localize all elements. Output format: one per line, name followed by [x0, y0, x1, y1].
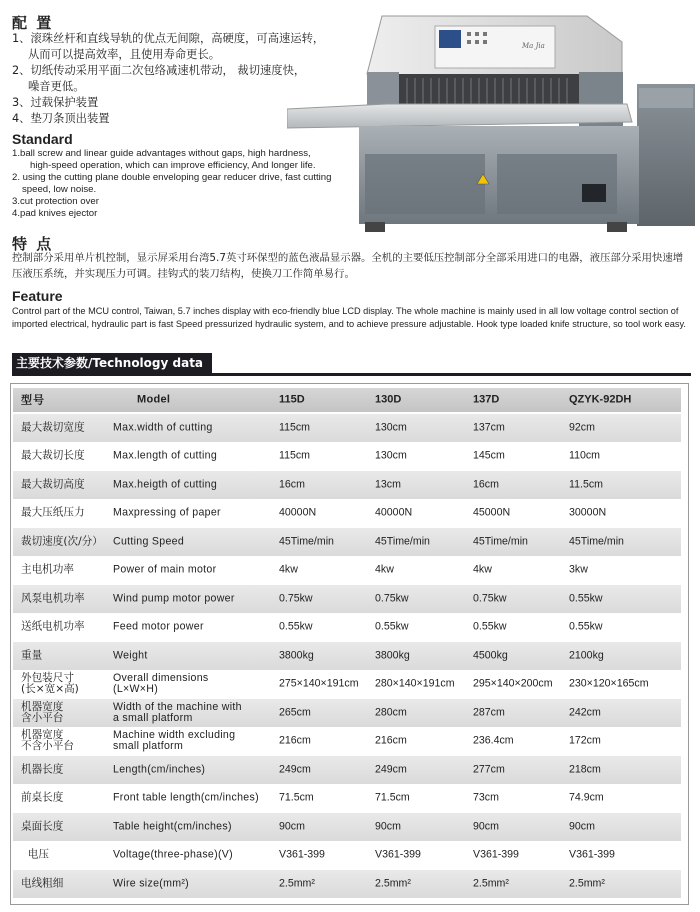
value-115d: 275×140×191cm [279, 677, 359, 690]
row-label-en: Max.heigth of cutting [113, 478, 218, 491]
value-137d: 73cm [473, 791, 499, 804]
value-115d: 2.5mm² [279, 877, 315, 890]
value-137d: V361-399 [473, 848, 519, 861]
value-137d: 295×140×200cm [473, 677, 553, 690]
value-qzyk-92dh: 110cm [569, 449, 601, 462]
value-130d: 40000N [375, 506, 413, 519]
value-qzyk-92dh: 45Time/min [569, 535, 624, 548]
value-115d: 4kw [279, 563, 298, 576]
machine-panel-text: Ma Jia [522, 42, 545, 50]
row-label-zh: 机器长度 [21, 763, 64, 776]
table-header-row [13, 388, 681, 412]
row-label-en: Cutting Speed [113, 535, 185, 548]
value-115d: 40000N [279, 506, 317, 519]
row-label-zh: 最大裁切高度 [21, 478, 85, 491]
value-137d: 277cm [473, 763, 505, 776]
value-130d: 280cm [375, 706, 407, 719]
value-qzyk-92dh: 11.5cm [569, 478, 603, 491]
table-row [13, 671, 681, 699]
value-qzyk-92dh: 2100kg [569, 649, 604, 662]
value-qzyk-92dh: 218cm [569, 763, 601, 776]
value-137d: 2.5mm² [473, 877, 509, 890]
row-label-en: Weight [113, 649, 148, 662]
value-qzyk-92dh: 92cm [569, 421, 595, 434]
value-137d: 16cm [473, 478, 499, 491]
header-cell-115d: 115D [279, 393, 305, 406]
value-115d: 71.5cm [279, 791, 314, 804]
table-row [13, 528, 681, 556]
value-137d: 145cm [473, 449, 505, 462]
config-item-zh: 噪音更低。 [28, 80, 85, 93]
value-qzyk-92dh: V361-399 [569, 848, 615, 861]
header-cell-model-en: Model [137, 393, 171, 406]
row-label-zh: 前桌长度 [21, 791, 64, 804]
value-137d: 0.75kw [473, 592, 507, 605]
value-130d: 13cm [375, 478, 401, 491]
config-item-zh: 2、切纸传动采用平面二次包络减速机带动， 裁切速度快， [12, 64, 306, 77]
row-label-zh: 重量 [21, 649, 43, 662]
standard-item-en: 2. using the cutting plane double enveloping gear reducer drive, fast cutting [12, 172, 332, 183]
row-label-en: Max.width of cutting [113, 421, 213, 434]
value-137d: 4500kg [473, 649, 508, 662]
row-label-en: Table height(cm/inches) [113, 820, 232, 833]
value-130d: 2.5mm² [375, 877, 411, 890]
table-row [13, 500, 681, 528]
technology-data-table [10, 383, 689, 905]
value-115d: 3800kg [279, 649, 314, 662]
feature-text-en: Control part of the MCU control, Taiwan, 5.7 inches display with eco-friendly blue LCD display. The whole machine is mainly used in all low voltage control section of imported electrical, hydraulic part is fast Speed pressurized hydraulic system, and to achieve pressure adjustable. Hook type loaded knife structure, so tool work easy. [12, 306, 686, 329]
value-qzyk-92dh: 230×120×165cm [569, 677, 649, 690]
technology-data-banner: 主要技术参数/Technology data [12, 353, 212, 373]
header-cell-qzyk-92dh: QZYK-92DH [569, 393, 632, 406]
standard-item-en: 4.pad knives ejector [12, 208, 98, 219]
row-label-zh: 外包装尺寸 (长×宽×高) [21, 672, 79, 696]
table-row [13, 414, 681, 442]
row-label-zh: 电压 [21, 848, 49, 861]
row-label-zh: 裁切速度(次/分） [21, 535, 103, 548]
value-130d: 4kw [375, 563, 394, 576]
row-label-en: Machine width excluding small platform [113, 729, 236, 753]
value-137d: 45000N [473, 506, 511, 519]
row-label-en: Length(cm/inches) [113, 763, 206, 776]
value-137d: 287cm [473, 706, 505, 719]
value-115d: 265cm [279, 706, 311, 719]
feature-text-zh: 控制部分采用单片机控制，显示屏采用台湾5.7英寸环保型的蓝色液晶显示器。全机的主要低压控制部分全部采用进口的电器，液压部分采用快速增压液压系统，并实现压力可调。挂钩式的装刀结构，使换刀工作简单易行。 [12, 252, 684, 280]
config-item-zh: 从而可以提高效率，且使用寿命更长。 [28, 48, 221, 61]
table-row [13, 870, 681, 898]
value-qzyk-92dh: 3kw [569, 563, 588, 576]
row-label-zh: 电线粗细 [21, 877, 64, 890]
standard-item-en: high-speed operation, which can improve efficiency, And longer life. [30, 160, 316, 171]
header-cell-130d: 130D [375, 393, 402, 406]
paper-cutter-machine-image [287, 14, 697, 236]
table-row [13, 756, 681, 784]
value-137d: 236.4cm [473, 734, 514, 747]
table-row [13, 557, 681, 585]
value-115d: 216cm [279, 734, 311, 747]
value-qzyk-92dh: 0.55kw [569, 592, 603, 605]
row-label-en: Max.length of cutting [113, 449, 218, 462]
table-row [13, 728, 681, 756]
value-130d: V361-399 [375, 848, 421, 861]
value-130d: 130cm [375, 421, 407, 434]
value-115d: 115cm [279, 421, 311, 434]
row-label-zh: 桌面长度 [21, 820, 64, 833]
row-label-zh: 机器宽度 不含小平台 [21, 729, 74, 753]
value-130d: 280×140×191cm [375, 677, 455, 690]
value-115d: 16cm [279, 478, 305, 491]
table-row [13, 642, 681, 670]
value-130d: 3800kg [375, 649, 410, 662]
value-115d: 45Time/min [279, 535, 334, 548]
value-qzyk-92dh: 74.9cm [569, 791, 604, 804]
standard-item-en: speed, low noise. [22, 184, 97, 195]
row-label-zh: 最大裁切长度 [21, 449, 85, 462]
config-title-zh: 配 置 [12, 14, 54, 32]
table-row [13, 699, 681, 727]
feature-title-en: Feature [12, 288, 63, 304]
value-qzyk-92dh: 90cm [569, 820, 595, 833]
value-115d: 115cm [279, 449, 311, 462]
config-item-zh: 4、垫刀条顶出装置 [12, 112, 110, 125]
value-130d: 45Time/min [375, 535, 430, 548]
value-qzyk-92dh: 0.55kw [569, 620, 603, 633]
standard-item-en: 3.cut protection over [12, 196, 99, 207]
value-130d: 0.75kw [375, 592, 409, 605]
value-qzyk-92dh: 30000N [569, 506, 607, 519]
value-115d: V361-399 [279, 848, 325, 861]
row-label-en: Maxpressing of paper [113, 506, 221, 519]
value-qzyk-92dh: 242cm [569, 706, 601, 719]
feature-title-zh: 特 点 [12, 235, 54, 253]
value-130d: 216cm [375, 734, 407, 747]
row-label-zh: 最大压纸压力 [21, 506, 85, 519]
value-137d: 4kw [473, 563, 492, 576]
value-137d: 45Time/min [473, 535, 528, 548]
value-137d: 90cm [473, 820, 499, 833]
value-115d: 90cm [279, 820, 305, 833]
value-137d: 137cm [473, 421, 505, 434]
table-row [13, 614, 681, 642]
header-cell-model-zh: 型号 [21, 393, 45, 407]
config-item-zh: 3、过载保护装置 [12, 96, 99, 109]
value-130d: 0.55kw [375, 620, 409, 633]
row-label-zh: 送纸电机功率 [21, 620, 85, 633]
row-label-en: Overall dimensions (L×W×H) [113, 672, 209, 696]
table-row [13, 471, 681, 499]
value-137d: 0.55kw [473, 620, 507, 633]
value-115d: 0.55kw [279, 620, 313, 633]
value-115d: 249cm [279, 763, 311, 776]
value-130d: 90cm [375, 820, 401, 833]
row-label-zh: 风泵电机功率 [21, 592, 85, 605]
value-130d: 71.5cm [375, 791, 410, 804]
row-label-zh: 主电机功率 [21, 563, 74, 576]
row-label-en: Width of the machine with a small platform [113, 700, 242, 724]
row-label-en: Wire size(mm²) [113, 877, 189, 890]
value-130d: 130cm [375, 449, 407, 462]
row-label-en: Feed motor power [113, 620, 204, 633]
row-label-en: Front table length(cm/inches) [113, 791, 259, 804]
value-130d: 249cm [375, 763, 407, 776]
row-label-zh: 最大裁切宽度 [21, 421, 85, 434]
table-row [13, 585, 681, 613]
value-qzyk-92dh: 172cm [569, 734, 601, 747]
table-row [13, 813, 681, 841]
banner-rule [12, 373, 691, 376]
row-label-en: Wind pump motor power [113, 592, 235, 605]
table-row [13, 785, 681, 813]
standard-title-en: Standard [12, 131, 73, 147]
row-label-en: Voltage(three-phase)(V) [113, 848, 233, 861]
header-cell-137d: 137D [473, 393, 500, 406]
value-qzyk-92dh: 2.5mm² [569, 877, 605, 890]
standard-item-en: 1.ball screw and linear guide advantages without gaps, high hardness, [12, 148, 311, 159]
config-item-zh: 1、滚珠丝杆和直线导轨的优点无间隙，高硬度，可高速运转， [12, 32, 325, 45]
table-row [13, 842, 681, 870]
table-row [13, 443, 681, 471]
row-label-zh: 机器宽度 含小平台 [21, 700, 64, 724]
row-label-en: Power of main motor [113, 563, 217, 576]
value-115d: 0.75kw [279, 592, 313, 605]
